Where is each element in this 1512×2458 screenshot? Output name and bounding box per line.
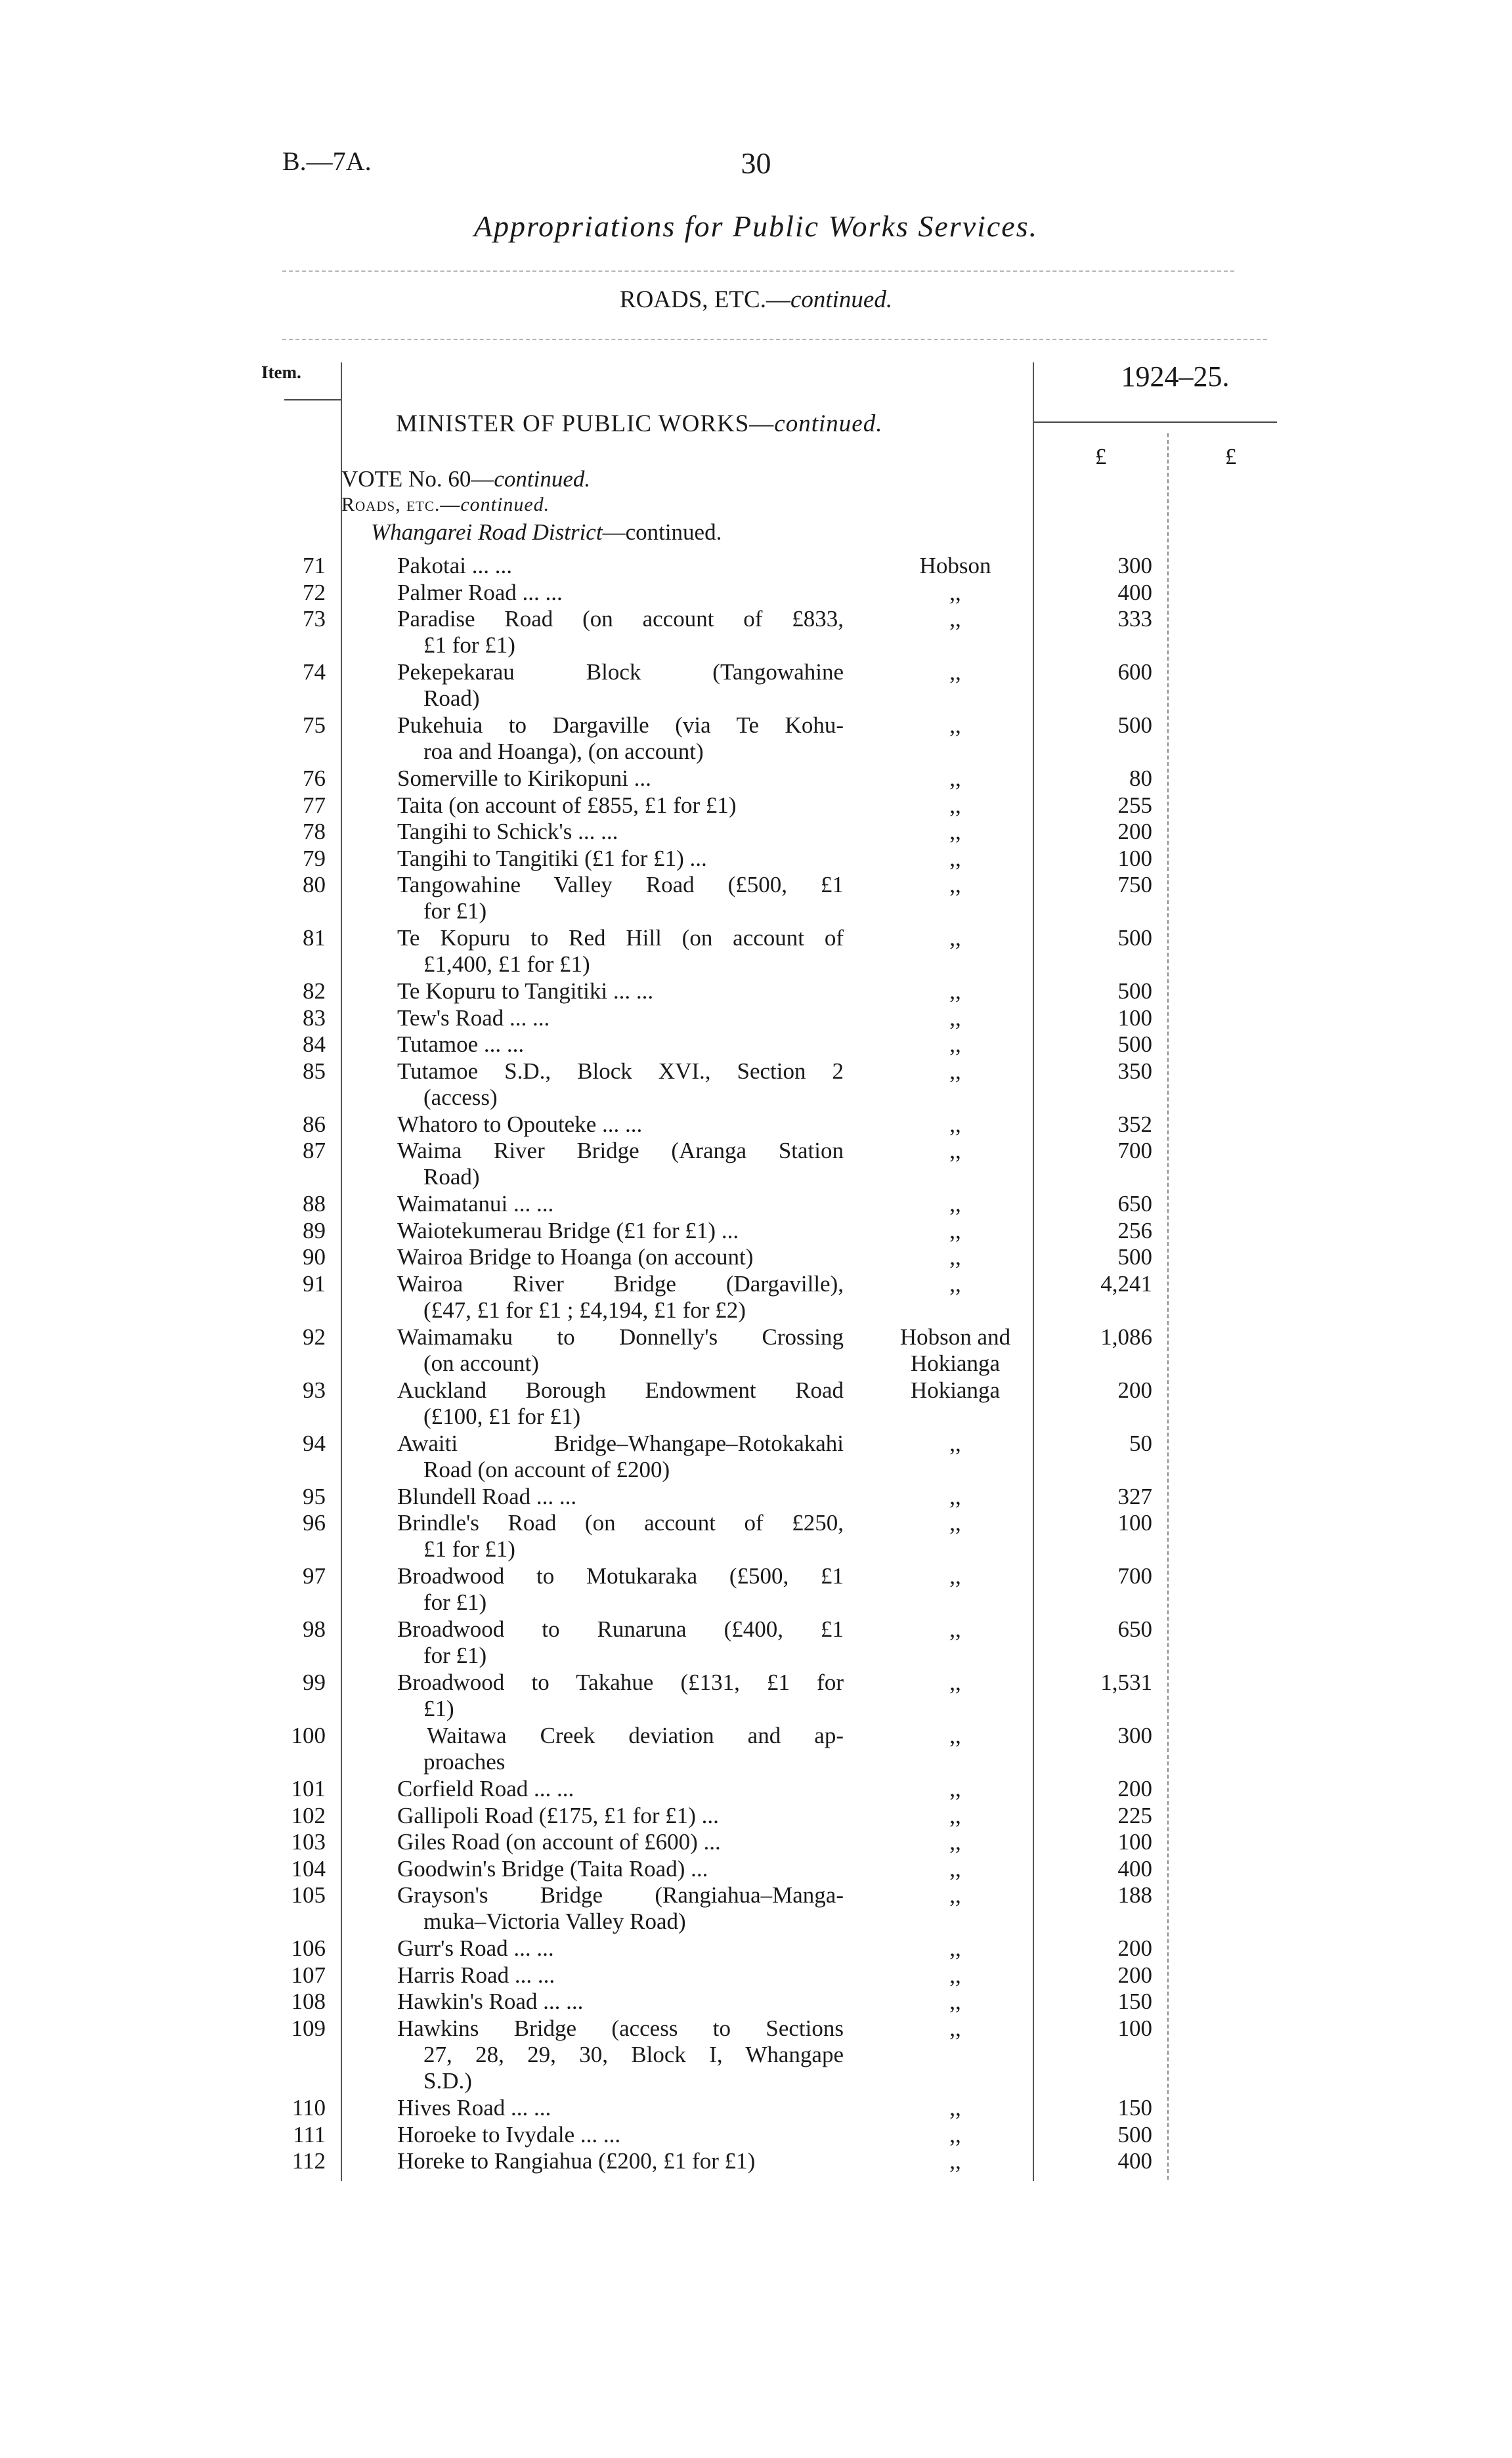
county-name [876, 1989, 1034, 2015]
county-name [876, 1377, 1034, 1404]
description-line: muka–Victoria Valley Road) [423, 1908, 686, 1934]
year-column-header: 1924–25. [1121, 360, 1230, 393]
county-line: ,, [949, 978, 961, 1004]
item-description [397, 1616, 844, 1669]
county-line: ,, [949, 1058, 961, 1084]
district-continued: —continued. [602, 519, 722, 545]
description-line: Te Kopuru to Red Hill (on account of [397, 925, 844, 951]
description-line: Broadwood to Takahue (£131, £1 for [397, 1670, 844, 1695]
amount-value: 600 [1117, 659, 1152, 685]
county-line: ,, [949, 1563, 961, 1589]
county-line: ,, [949, 2121, 961, 2147]
description-line: (on account) [423, 1350, 539, 1376]
item-description [397, 1856, 844, 1882]
amount-value: 4,241 [1100, 1270, 1152, 1297]
amount-value: 500 [1117, 1031, 1152, 1057]
item-number: 84 [303, 1031, 326, 1057]
description-line: Waiotekumerau Bridge (£1 for £1) ... [397, 1217, 739, 1243]
county-line: ,, [949, 2148, 961, 2174]
item-number: 85 [303, 1058, 326, 1084]
item-description [397, 1058, 844, 1111]
amount-value: 300 [1117, 553, 1152, 578]
description-line: £1,400, £1 for £1) [423, 951, 590, 977]
description-line: Hives Road ... ... [397, 2095, 551, 2121]
amount-value: 500 [1117, 712, 1152, 738]
county-name [876, 659, 1034, 685]
description-line: Tutamoe ... ... [397, 1031, 525, 1057]
item-number: 109 [291, 2015, 326, 2041]
description-line: Pukehuia to Dargaville (via Te Kohu- [397, 712, 844, 738]
subtitle-main: ROADS, ETC.— [619, 286, 790, 313]
page-number: 30 [741, 146, 771, 180]
item-number: 100 [291, 1723, 326, 1748]
description-line: (access) [423, 1084, 498, 1110]
county-line: ,, [949, 579, 961, 605]
item-number: 92 [303, 1324, 326, 1350]
subtitle-continued: continued. [790, 286, 893, 313]
description-line: Gurr's Road ... ... [397, 1935, 554, 1961]
description-line: £1 for £1) [423, 632, 515, 658]
item-number: 79 [303, 845, 326, 871]
item-number: 110 [292, 2095, 326, 2121]
description-line: Goodwin's Bridge (Taita Road) ... [397, 1855, 708, 1882]
description-line: S.D.) [423, 2067, 472, 2094]
vote-continued: continued. [494, 466, 591, 492]
amount-value: 700 [1117, 1138, 1152, 1163]
county-name [876, 553, 1034, 579]
county-name [876, 1191, 1034, 1217]
item-number: 74 [303, 659, 326, 685]
item-description [397, 1138, 844, 1190]
item-description [397, 580, 844, 606]
county-line: ,, [949, 1829, 961, 1855]
item-number: 71 [303, 553, 326, 578]
county-name [876, 846, 1034, 872]
county-line: Hobson and [899, 1324, 1011, 1350]
amount-value: 333 [1117, 606, 1152, 632]
item-number: 80 [303, 872, 326, 897]
county-name [876, 1138, 1034, 1164]
description-line: Corfield Road ... ... [397, 1776, 574, 1801]
item-description [397, 2095, 844, 2121]
item-description [397, 1803, 844, 1829]
county-name [876, 1882, 1034, 1908]
item-description [397, 1271, 844, 1324]
item-description [397, 1723, 844, 1775]
description-line: Whatoro to Opouteke ... ... [397, 1111, 643, 1137]
description-line: Waimamaku to Donnelly's Crossing [397, 1324, 844, 1350]
description-line: roa and Hoanga), (on account) [423, 739, 704, 764]
item-number: 87 [303, 1138, 326, 1163]
description-line: Broadwood to Runaruna (£400, £1 [397, 1616, 844, 1642]
description-line: Broadwood to Motukaraka (£500, £1 [397, 1563, 844, 1589]
item-description [397, 2016, 844, 2094]
amount-value: 200 [1117, 1935, 1152, 1961]
amount-value: 200 [1117, 1962, 1152, 1988]
county-line: ,, [949, 872, 961, 897]
county-line: ,, [949, 1111, 961, 1137]
amount-value: 50 [1129, 1430, 1152, 1456]
county-name [876, 1856, 1034, 1882]
page-title: Appropriations for Public Works Services. [473, 209, 1039, 243]
item-description [397, 659, 844, 712]
item-description [397, 1882, 844, 1935]
item-description [397, 1962, 844, 1989]
county-name [876, 978, 1034, 1004]
item-number: 75 [303, 712, 326, 738]
item-number: 102 [291, 1802, 326, 1828]
amount-value: 300 [1117, 1723, 1152, 1748]
county-name [876, 872, 1034, 898]
item-column-header: Item. [261, 362, 301, 382]
item-description [397, 1244, 844, 1270]
description-line: Road) [423, 1164, 480, 1190]
county-line: ,, [949, 1670, 961, 1695]
item-number: 76 [303, 765, 326, 791]
item-description [397, 1829, 844, 1855]
item-description [397, 1670, 844, 1722]
amount-value: 500 [1117, 925, 1152, 951]
amount-value: 1,531 [1100, 1670, 1152, 1695]
amount-value: 400 [1117, 1855, 1152, 1882]
county-name [876, 792, 1034, 819]
county-line: ,, [949, 1031, 961, 1057]
item-description [397, 792, 844, 819]
county-line: ,, [949, 1855, 961, 1882]
county-line: ,, [949, 819, 961, 844]
description-line: Waima River Bridge (Aranga Station [397, 1138, 844, 1163]
description-line: (£100, £1 for £1) [423, 1403, 581, 1429]
item-description [397, 1431, 844, 1483]
description-line: (£47, £1 for £1 ; £4,194, £1 for £2) [423, 1297, 746, 1323]
description-line: Harris Road ... ... [397, 1962, 555, 1988]
amount-value: 200 [1117, 1776, 1152, 1801]
description-line: for £1) [423, 898, 487, 924]
item-number: 88 [303, 1191, 326, 1217]
county-name [876, 1005, 1034, 1031]
amount-value: 100 [1117, 1829, 1152, 1855]
description-line: Taita (on account of £855, £1 for £1) [397, 792, 737, 818]
item-number: 94 [303, 1430, 326, 1456]
amount-value: 100 [1117, 845, 1152, 871]
amount-value: 500 [1117, 1244, 1152, 1270]
amount-value: 352 [1117, 1111, 1152, 1137]
item-number: 112 [292, 2148, 326, 2174]
item-number: 95 [303, 1483, 326, 1509]
county-name [876, 712, 1034, 739]
description-line: Tew's Road ... ... [397, 1004, 550, 1031]
amount-value: 225 [1117, 1802, 1152, 1828]
county-name [876, 1324, 1034, 1377]
amount-value: 150 [1117, 1989, 1152, 2014]
description-line: Awaiti Bridge–Whangape–Rotokakahi [397, 1430, 844, 1456]
item-number: 99 [303, 1670, 326, 1695]
item-description [397, 1563, 844, 1616]
county-name [876, 819, 1034, 845]
county-line: ,, [949, 1882, 961, 1908]
amount-value: 200 [1117, 1377, 1152, 1403]
description-line: Road) [423, 685, 480, 711]
county-name [876, 1431, 1034, 1457]
county-line: ,, [949, 1616, 961, 1642]
county-name [876, 1218, 1034, 1244]
county-name [876, 765, 1034, 792]
amount-value: 188 [1117, 1882, 1152, 1908]
description-line: £1 for £1) [423, 1536, 515, 1562]
description-line: Hawkins Bridge (access to Sections [397, 2015, 844, 2041]
county-line: ,, [949, 1989, 961, 2014]
county-line: ,, [949, 1270, 961, 1297]
description-line: Wairoa Bridge to Hoanga (on account) [397, 1244, 754, 1270]
county-name [876, 1962, 1034, 1989]
county-line: ,, [949, 1483, 961, 1509]
description-line: Tangihi to Schick's ... ... [397, 819, 618, 844]
county-line: Hokianga [910, 1377, 1001, 1403]
item-description [397, 1324, 844, 1377]
description-line: Somerville to Kirikopuni ... [397, 765, 651, 791]
description-line: Grayson's Bridge (Rangiahua–Manga- [397, 1882, 844, 1908]
item-description [397, 1377, 844, 1430]
minister-continued: continued. [774, 410, 883, 437]
county-name [876, 1510, 1034, 1536]
item-number: 105 [291, 1882, 326, 1908]
amount-value: 750 [1117, 872, 1152, 897]
item-description [397, 1218, 844, 1244]
county-name [876, 1111, 1034, 1138]
item-description [397, 846, 844, 872]
item-number: 97 [303, 1563, 326, 1589]
description-line: Pekepekarau Block (Tangowahine [397, 659, 844, 685]
description-line: Te Kopuru to Tangitiki ... ... [397, 978, 654, 1004]
county-line: ,, [949, 1935, 961, 1961]
description-line: for £1) [423, 1589, 487, 1615]
amount-value: 350 [1117, 1058, 1152, 1084]
item-description [397, 1776, 844, 1802]
county-line: ,, [949, 925, 961, 951]
item-number: 72 [303, 579, 326, 605]
county-name [876, 1935, 1034, 1962]
description-line: Tutamoe S.D., Block XVI., Section 2 [397, 1058, 844, 1084]
item-description [397, 765, 844, 792]
item-number: 101 [291, 1776, 326, 1801]
county-name [876, 925, 1034, 951]
amount-value: 100 [1117, 1004, 1152, 1031]
county-line: ,, [949, 1430, 961, 1456]
item-number: 89 [303, 1217, 326, 1243]
item-description [397, 1989, 844, 2015]
amount-value: 150 [1117, 2095, 1152, 2121]
county-name [876, 1723, 1034, 1749]
item-description [397, 819, 844, 845]
county-line: ,, [949, 1802, 961, 1828]
county-name [876, 2148, 1034, 2174]
item-description [397, 1111, 844, 1138]
item-description [397, 553, 844, 579]
county-line: ,, [949, 1776, 961, 1801]
county-name [876, 2095, 1034, 2121]
description-line: Blundell Road ... ... [397, 1483, 577, 1509]
county-name [876, 1271, 1034, 1297]
county-name [876, 1670, 1034, 1696]
county-name [876, 1829, 1034, 1855]
county-name [876, 2122, 1034, 2148]
amount-value: 100 [1117, 2015, 1152, 2041]
amount-value: 400 [1117, 579, 1152, 605]
item-number: 107 [291, 1962, 326, 1988]
description-line: Horeke to Rangiahua (£200, £1 for £1) [397, 2148, 756, 2174]
description-line: Road (on account of £200) [423, 1456, 670, 1482]
description-line: Giles Road (on account of £600) ... [397, 1829, 721, 1855]
description-line: Brindle's Road (on account of £250, [397, 1510, 844, 1536]
item-number: 90 [303, 1244, 326, 1270]
county-line: ,, [949, 1217, 961, 1243]
amount-value: 327 [1117, 1483, 1152, 1509]
item-description [397, 872, 844, 924]
vote-main: VOTE No. 60— [341, 466, 494, 492]
item-number: 108 [291, 1989, 326, 2014]
county-name [876, 606, 1034, 632]
amount-value: 200 [1117, 819, 1152, 844]
roads-continued: continued. [460, 494, 550, 515]
item-number: 98 [303, 1616, 326, 1642]
county-name [876, 1776, 1034, 1802]
minister-main: MINISTER OF PUBLIC WORKS— [396, 410, 775, 437]
item-description [397, 606, 844, 658]
county-name [876, 580, 1034, 606]
amount-value: 700 [1117, 1563, 1152, 1589]
county-name [876, 2016, 1034, 2042]
county-line: ,, [949, 1244, 961, 1270]
description-line: Waimatanui ... ... [397, 1191, 554, 1217]
county-line: ,, [949, 1004, 961, 1031]
item-number: 82 [303, 978, 326, 1004]
roads-main: Roads, etc.— [341, 494, 461, 515]
description-line: Gallipoli Road (£175, £1 for £1) ... [397, 1802, 719, 1828]
item-number: 81 [303, 925, 326, 951]
description-line: Waitawa Creek deviation and ap- [427, 1723, 844, 1748]
county-name [876, 1031, 1034, 1058]
description-line: Pakotai ... ... [397, 553, 512, 578]
item-description [397, 978, 844, 1004]
district-main: Whangarei Road District [371, 519, 603, 545]
description-line: 27, 28, 29, 30, Block I, Whangape [423, 2041, 844, 2067]
currency-symbol: £ [1095, 444, 1107, 469]
item-number: 73 [303, 606, 326, 632]
county-line: ,, [949, 1962, 961, 1988]
county-name [876, 1563, 1034, 1589]
county-name [876, 1803, 1034, 1829]
item-number: 111 [293, 2121, 326, 2147]
county-line: Hokianga [910, 1350, 1001, 1376]
item-number: 106 [291, 1935, 326, 1961]
county-line: ,, [949, 659, 961, 685]
county-line: ,, [949, 845, 961, 871]
county-line: ,, [949, 765, 961, 791]
county-line: ,, [949, 1191, 961, 1217]
amount-value: 400 [1117, 2148, 1152, 2174]
county-line: ,, [949, 1510, 961, 1536]
county-line: ,, [949, 2015, 961, 2041]
description-line: Wairoa River Bridge (Dargaville), [397, 1270, 844, 1297]
county-name [876, 1058, 1034, 1085]
description-line: Paradise Road (on account of £833, [397, 606, 844, 632]
amount-value: 80 [1129, 765, 1152, 791]
amount-value: 650 [1117, 1191, 1152, 1217]
item-number: 91 [303, 1270, 326, 1297]
county-line: ,, [949, 2095, 961, 2121]
item-description [397, 925, 844, 978]
county-line: ,, [949, 712, 961, 738]
item-description [397, 1005, 844, 1031]
description-line: Hawkin's Road ... ... [397, 1989, 584, 2014]
item-number: 93 [303, 1377, 326, 1403]
document-code: B.—7A. [282, 146, 372, 176]
description-line: Auckland Borough Endowment Road [397, 1377, 844, 1403]
item-number: 83 [303, 1004, 326, 1031]
amount-value: 256 [1117, 1217, 1152, 1243]
item-description [397, 1484, 844, 1510]
county-name [876, 1244, 1034, 1270]
county-name [876, 1484, 1034, 1510]
item-description [397, 1510, 844, 1563]
item-description [397, 1031, 844, 1058]
county-line: ,, [949, 606, 961, 632]
county-line: ,, [949, 792, 961, 818]
county-line: ,, [949, 1138, 961, 1163]
amount-value: 650 [1117, 1616, 1152, 1642]
description-line: proaches [423, 1749, 506, 1775]
description-line: Tangowahine Valley Road (£500, £1 [397, 872, 844, 897]
item-number: 78 [303, 819, 326, 844]
county-line: ,, [949, 1723, 961, 1748]
item-description [397, 1191, 844, 1217]
description-line: Palmer Road ... ... [397, 579, 563, 605]
currency-symbol: £ [1225, 444, 1237, 469]
item-number: 96 [303, 1510, 326, 1536]
amount-value: 1,086 [1100, 1324, 1152, 1350]
item-number: 104 [291, 1855, 326, 1882]
description-line: for £1) [423, 1643, 487, 1668]
amount-value: 100 [1117, 1510, 1152, 1536]
item-description [397, 2122, 844, 2148]
description-line: Horoeke to Ivydale ... ... [397, 2121, 621, 2147]
description-line: Tangihi to Tangitiki (£1 for £1) ... [397, 845, 707, 871]
item-description [397, 2148, 844, 2174]
item-description [397, 1935, 844, 1962]
item-number: 86 [303, 1111, 326, 1137]
item-description [397, 712, 844, 765]
description-line: £1) [423, 1696, 454, 1721]
amount-value: 500 [1117, 2121, 1152, 2147]
amount-value: 500 [1117, 978, 1152, 1004]
amount-value: 255 [1117, 792, 1152, 818]
item-number: 103 [291, 1829, 326, 1855]
item-number: 77 [303, 792, 326, 818]
county-name [876, 1616, 1034, 1643]
county-line: Hobson [919, 553, 991, 578]
